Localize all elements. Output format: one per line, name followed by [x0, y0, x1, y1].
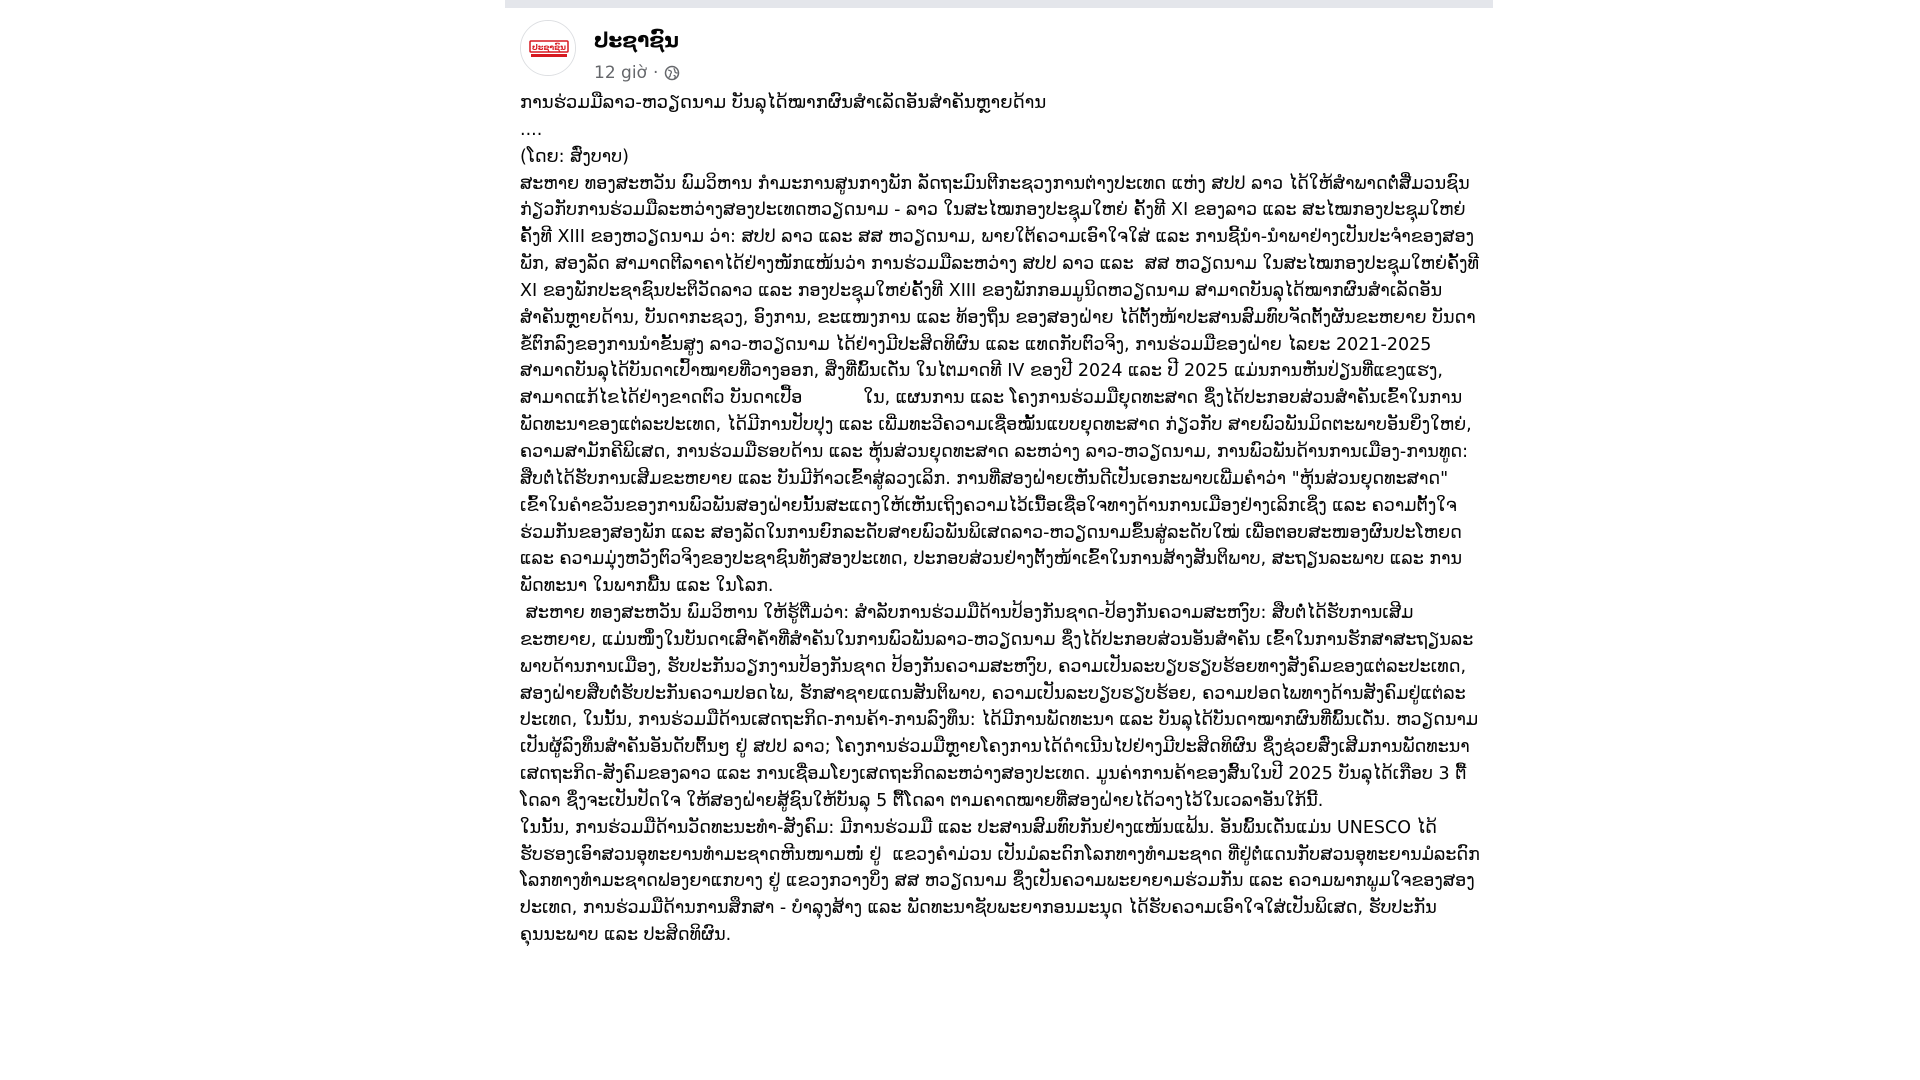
pasaxon-logo-icon: [521, 21, 576, 76]
avatar[interactable]: [520, 20, 576, 76]
post-title: ການຮ່ວມມືລາວ-ຫວຽດນາມ ບັນລຸໄດ້ໝາກຜົນສຳເລັດອັນສຳຄັນຫຼາຍດ້ານ: [520, 92, 1047, 113]
post-body: [520, 90, 1485, 949]
page-name[interactable]: ປະຊາຊົນ: [594, 28, 679, 52]
post-meta: [594, 63, 680, 83]
post-paragraph: ໃນນັ້ນ, ການຮ່ວມມືດ້ານວັດທະນະທຳ-ສັງຄົມ: ມີການຮ່ວມມື ແລະ ປະສານສົມທົບກັນຢ່າງແໜ້ນແຟ້ນ. ອັນພົ້ນເດັ່ນແມ່ນ UNESCO ໄດ້ຮັບຮອງເອົາສວນອຸທະຍານທຳມະຊາດຫີນໜາມໜໍ່ ຢູ່ ແຂວງຄຳມ່ວນ ເປັນມໍລະດົກໂລກທາງທຳມະຊາດ ທີ່ຢູ່ຕໍ່ແດນກັບສວນອຸທະຍານມໍລະດົກໂລກທາງທຳມະຊາດຟອງຍາແກບາງ ຢູ່ ແຂວງກວາງບິ່ງ ສສ ຫວຽດນາມ ຊຶ່ງເປັນຄວາມພະຍາຍາມຮ່ວມກັນ ແລະ ຄວາມພາກພູມໃຈຂອງສອງປະເທດ, ການຮ່ວມມືດ້ານການສຶກສາ - ບຳລຸງສ້າງ ແລະ ພັດທະນາຊັບພະຍາກອນມະນຸດ ໄດ້ຮັບຄວາມເອົາໃຈໃສ່ເປັນພິເສດ, ຮັບປະກັນຄຸນນະພາບ ແລະ ປະສິດທິຜົນ.: [520, 817, 1480, 946]
logo-text: ປະຊາຊົນ: [532, 43, 566, 52]
post-byline: (ໂດຍ: ສົ່ງບາບ): [520, 146, 629, 167]
post-ellipsis: ....: [520, 119, 543, 140]
post-paragraph: ສະຫາຍ ທອງສະຫວັນ ພົມວິຫານ ກຳມະການສູນກາງພັກ ລັດຖະມົນຕີກະຊວງການຕ່າງປະເທດ ແຫ່ງ ສປປ ລາວ ໄດ້ໃຫ້ສຳພາດຕໍ່ສື່ມວນຊົນກ່ຽວກັບການຮ່ວມມືລະຫວ່າງສອງປະເທດຫວຽດນາມ - ລາວ ໃນສະໄໝກອງປະຊຸມໃຫຍ່ ຄັ້ງທີ XI ຂອງລາວ ແລະ ສະໄໝກອງປະຊຸມໃຫຍ່ ຄັ້ງທີ XIII ຂອງຫວຽດນາມ ວ່າ: ສປປ ລາວ ແລະ ສສ ຫວຽດນາມ, ພາຍໃຕ້ຄວາມເອົາໃຈໃສ່ ແລະ ການຊີ້ນຳ-ນຳພາຢ່າງເປັນປະຈຳຂອງສອງພັກ, ສອງລັດ ສາມາດຕີລາຄາໄດ້ຢ່າງໜັກແໜ້ນວ່າ ການຮ່ວມມືລະຫວ່າງ ສປປ ລາວ ແລະ ສສ ຫວຽດນາມ ໃນສະໄໝກອງປະຊຸມໃຫຍ່ຄັ້ງທີ XI ຂອງພັກປະຊາຊົນປະຕິວັດລາວ ແລະ ກອງປະຊຸມໃຫຍ່ຄັ້ງທີ XIII ຂອງພັກກອມມູນິດຫວຽດນາມ ສາມາດບັນລຸໄດ້ໝາກຜົນສຳເລັດອັນສຳຄັນຫຼາຍດ້ານ, ບັນດາກະຊວງ, ອົງການ, ຂະແໜງການ ແລະ ທ້ອງຖິ່ນ ຂອງສອງຝ່າຍ ໄດ້ຕັ້ງໜ້າປະສານສົມທົບຈັດຕັ້ງຜັນຂະຫຍາຍ ບັນດາຂໍ້ຕົກລົງຂອງການນຳຂັ້ນສູງ ລາວ-ຫວຽດນາມ ໄດ້ຢ່າງມີປະສິດທິຜົນ ແລະ ແທດກັບຕົວຈິງ, ການຮ່ວມມືຂອງຝ່າຍ ໄລຍະ 2021-2025 ສາມາດບັນລຸໄດ້ບັນດາເປົ້າໝາຍທີ່ວາງອອກ, ສິ່ງທີ່ພົ້ນເດັ່ນ ໃນໄຕມາດທີ IV ຂອງປີ 2024 ແລະ ປີ 2025 ແມ່ນການຫັນປ່ຽນທີ່ແຂງແຮງ, ສາມາດແກ້ໄຂໄດ້ຢ່າງຂາດຕົວ ບັນດາເປື້ອ ໃນ, ແຜນການ ແລະ ໂຄງການຮ່ວມມືຍຸດທະສາດ ຊຶ່ງໄດ້ປະກອບສ່ວນສຳຄັນເຂົ້າໃນການພັດທະນາຂອງແຕ່ລະປະເທດ, ໄດ້ມີການປັບປຸງ ແລະ ເພີ່ມທະວີຄວາມເຊື່ອໝັ້ນແບບຍຸດທະສາດ ກ່ຽວກັບ ສາຍພົວພັນມິດຕະພາບອັນຍິ່ງໃຫຍ່, ຄວາມສາມັກຄີພິເສດ, ການຮ່ວມມືຮອບດ້ານ ແລະ ຫຸ້ນສ່ວນຍຸດທະສາດ ລະຫວ່າງ ລາວ-ຫວຽດນາມ, ການພົວພັນດ້ານການເມືອງ-ການທູດ: ສືບຕໍ່ໄດ້ຮັບການເສີມຂະຫຍາຍ ແລະ ບັນມີກ້າວເຂົ້າສູ່ລວງເລິກ. ການທີ່ສອງຝ່າຍເຫັນດີເປັນເອກະພາບເພີ່ມຄຳວ່າ "ຫຸ້ນສ່ວນຍຸດທະສາດ" ເຂົ້າໃນຄຳຂວັນຂອງການພົວພັນສອງຝ່າຍນັ້ນສະແດງໃຫ້ເຫັນເຖິງຄວາມໄວ້ເນື້ອເຊື່ອໃຈທາງດ້ານການເມືອງຢ່າງເລິກເຊິ່ງ ແລະ ຄວາມຕັ້ງໃຈຮ່ວມກັນຂອງສອງພັກ ແລະ ສອງລັດໃນການຍົກລະດັບສາຍພົວພັນພິເສດລາວ-ຫວຽດນາມຂຶ້ນສູ່ລະດັບໃໝ່ ເພື່ອຕອບສະໜອງຜົນປະໂຫຍດ ແລະ ຄວາມມຸ່ງຫວັງຕົວຈິງຂອງປະຊາຊົນທັງສອງປະເທດ, ປະກອບສ່ວນຢ່າງຕັ້ງໜ້າເຂົ້າໃນການສ້າງສັນຕິພາບ, ສະຖຽນລະພາບ ແລະ ການພັດທະນາ ໃນພາກພື້ນ ແລະ ໃນໂລກ.: [520, 173, 1485, 597]
post-paragraph: ສະຫາຍ ທອງສະຫວັນ ພົມວິຫານ ໃຫ້ຮູ້ຕື່ມວ່າ: ສຳລັບການຮ່ວມມືດ້ານປ້ອງກັນຊາດ-ປ້ອງກັນຄວາມສະຫງົບ: ສືບຕໍ່ໄດ້ຮັບການເສີມຂະຫຍາຍ, ແມ່ນໜຶ່ງໃນບັນດາເສົາຄ້ຳທີ່ສຳຄັນໃນການພົວພັນລາວ-ຫວຽດນາມ ຊຶ່ງໄດ້ປະກອບສ່ວນອັນສຳຄັນ ເຂົ້າໃນການຮັກສາສະຖຽນລະພາບດ້ານການເມືອງ, ຮັບປະກັນວຽກງານປ້ອງກັນຊາດ ປ້ອງກັນຄວາມສະຫງົບ, ຄວາມເປັນລະບຽບຮຽບຮ້ອຍທາງສັງຄົມຂອງແຕ່ລະປະເທດ, ສອງຝ່າຍສືບຕໍ່ຮັບປະກັນຄວາມປອດໄພ, ຮັກສາຊາຍແດນສັນຕິພາບ, ຄວາມເປັນລະບຽບຮຽບຮ້ອຍ, ຄວາມປອດໄພທາງດ້ານສັງຄົມຢູ່ແຕ່ລະປະເທດ, ໃນນັ້ນ, ການຮ່ວມມືດ້ານເສດຖະກິດ-ການຄ້າ-ການລົງທຶນ: ໄດ້ມີການພັດທະນາ ແລະ ບັນລຸໄດ້ບັນດາໝາກຜົນທີ່ພົ້ນເດັ່ນ. ຫວຽດນາມເປັນຜູ້ລົງທຶນສຳຄັນອັນດັບຕົ້ນໆ ຢູ່ ສປປ ລາວ; ໂຄງການຮ່ວມມືຫຼາຍໂຄງການໄດ້ດຳເນີນໄປຢ່າງມີປະສິດທິຜົນ ຊຶ່ງຊ່ວຍສົ່ງເສີມການພັດທະນາເສດຖະກິດ-ສັງຄົມຂອງລາວ ແລະ ການເຊື່ອມໂຍງເສດຖະກິດລະຫວ່າງສອງປະເທດ. ມູນຄ່າການຄ້າຂອງສົ້ນໃນປີ 2025 ບັນລຸໄດ້ເກືອບ 3 ຕື້ໂດລາ ຊຶ່ງຈະເປັນປັດໃຈ ໃຫ້ສອງຝ່າຍສູ້ຊົນໃຫ້ບັນລຸ 5 ຕື້ໂດລາ ຕາມຄາດໝາຍທີ່ສອງຝ່າຍໄດ້ວາງໄວ້ໃນເວລາອັນໃກ້ນີ້.: [520, 603, 1479, 811]
post-timestamp[interactable]: 12 giờ: [594, 63, 647, 83]
feed-top-divider: [505, 0, 1493, 8]
post-header: [520, 20, 1460, 83]
globe-icon[interactable]: [664, 65, 680, 81]
facebook-post: [505, 8, 1493, 1080]
meta-separator: ·: [652, 63, 659, 83]
